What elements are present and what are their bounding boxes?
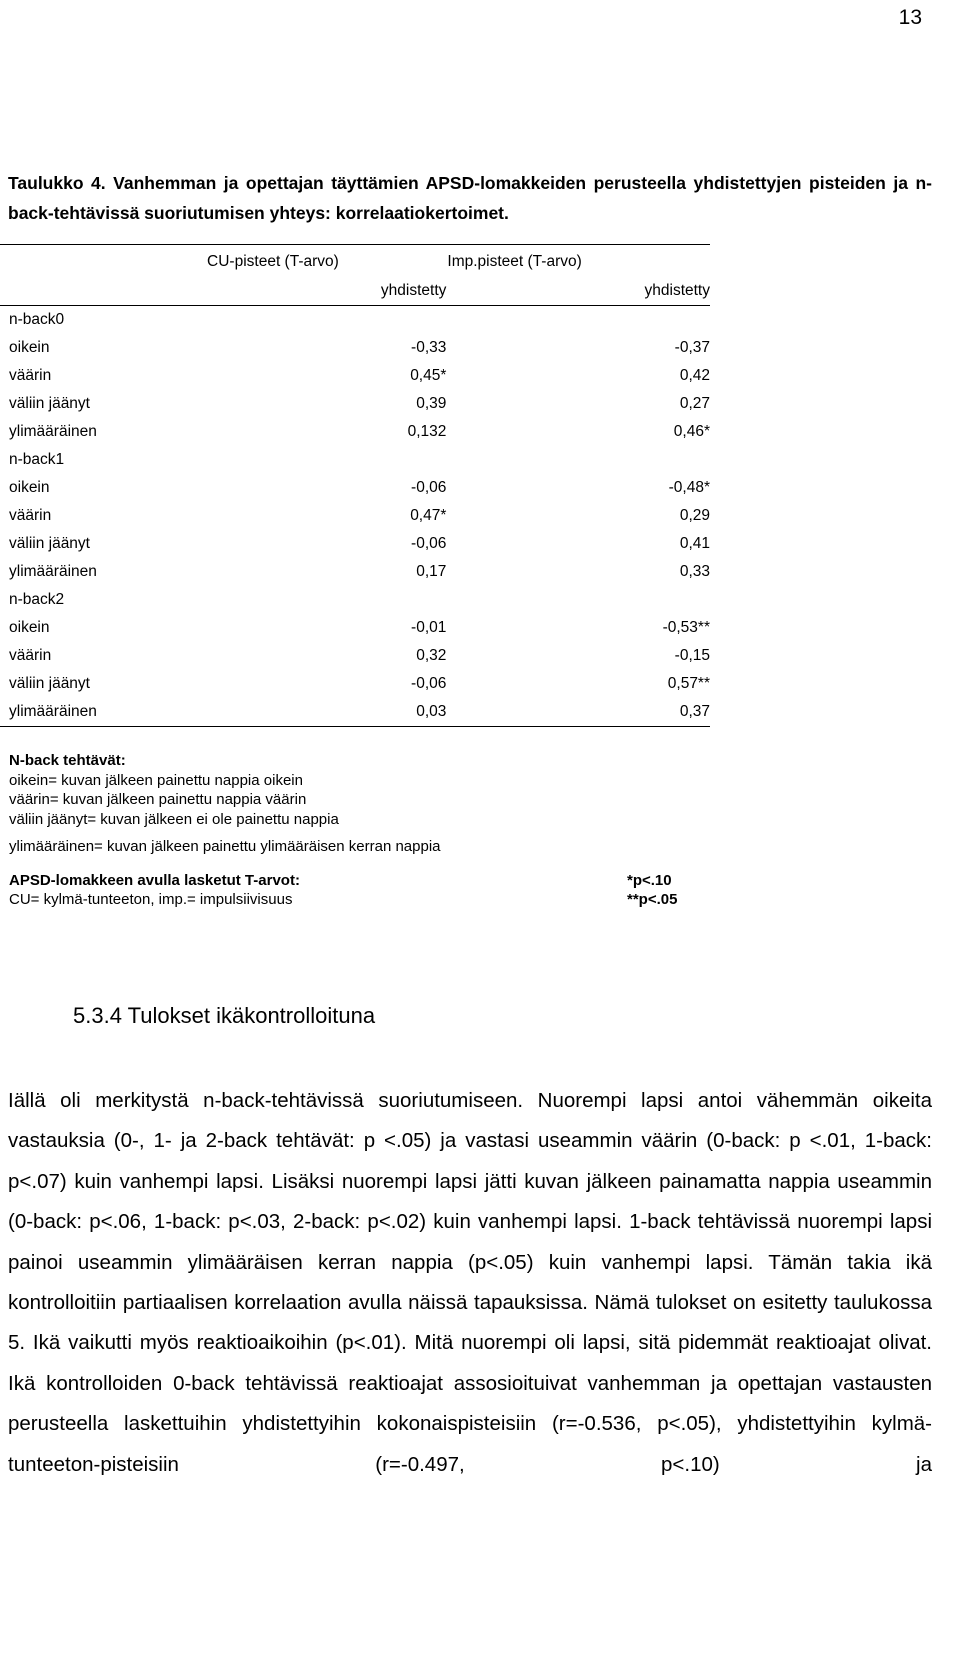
group-row xyxy=(0,446,710,474)
row-label: oikein xyxy=(9,479,50,496)
group-label: n-back2 xyxy=(9,591,65,608)
imp-subheader: yhdistetty xyxy=(447,277,710,306)
table-row xyxy=(0,334,710,362)
cu-subheader: yhdistetty xyxy=(207,277,447,306)
imp-value: 0,33 xyxy=(679,563,710,580)
imp-value: 0,37 xyxy=(447,698,710,727)
row-label: väärin xyxy=(9,367,52,384)
imp-value: 0,42 xyxy=(679,367,710,384)
row-label: väliin jäänyt xyxy=(9,675,90,692)
cu-column-header: CU-pisteet (T-arvo) xyxy=(207,245,447,278)
imp-value: -0,15 xyxy=(674,647,710,664)
correlation-table xyxy=(0,244,710,727)
section-heading: 5.3.4 Tulokset ikäkontrolloituna xyxy=(73,1003,376,1028)
significance-2: **p<.05 xyxy=(627,891,678,908)
table-corner-cell xyxy=(0,245,207,278)
table-row xyxy=(0,642,710,670)
imp-value: 0,27 xyxy=(679,395,710,412)
cu-value: -0,06 xyxy=(411,479,447,496)
note-line: väärin= kuvan jälkeen painettu nappia väärin xyxy=(9,791,307,808)
significance-1: *p<.10 xyxy=(627,871,672,889)
row-label: väärin xyxy=(9,507,52,524)
cu-value: -0,01 xyxy=(411,619,447,636)
table-row xyxy=(0,614,710,642)
group-row xyxy=(0,586,710,614)
cu-value: -0,33 xyxy=(411,339,447,356)
table-row xyxy=(0,418,710,446)
apsd-title: APSD-lomakkeen avulla lasketut T-arvot: xyxy=(9,871,300,889)
notes-title: N-back tehtävät: xyxy=(9,752,126,769)
note-line: ylimääräinen= kuvan jälkeen painettu ylimääräisen kerran nappia xyxy=(9,838,441,855)
imp-value: -0,48* xyxy=(668,479,710,496)
row-label: ylimääräinen xyxy=(9,423,97,440)
cu-value: 0,39 xyxy=(416,395,447,412)
row-label: oikein xyxy=(9,619,50,636)
cu-value: 0,32 xyxy=(416,647,447,664)
apsd-def-line xyxy=(9,890,699,910)
table-row xyxy=(0,670,710,698)
row-label: väliin jäänyt xyxy=(9,535,90,552)
cu-value: -0,06 xyxy=(411,675,447,692)
cu-value: 0,03 xyxy=(207,698,447,727)
imp-value: 0,46* xyxy=(673,423,710,440)
table-row xyxy=(0,558,710,586)
imp-value: 0,57** xyxy=(667,675,710,692)
note-line: väliin jäänyt= kuvan jälkeen ei ole painettu nappia xyxy=(9,810,339,828)
table-caption: Taulukko 4. Vanhemman ja opettajan täyttämien APSD-lomakkeiden perusteella yhdistettyjen pisteiden ja n-back-tehtävissä suoriutumisen yhteys: korrelaatiokertoimet. xyxy=(8,173,932,223)
row-label: ylimääräinen xyxy=(9,563,97,580)
cu-value: -0,06 xyxy=(411,535,447,552)
table-header-row xyxy=(0,245,710,278)
cu-value: 0,17 xyxy=(416,563,447,580)
row-label: ylimääräinen xyxy=(0,698,207,727)
table-row xyxy=(0,502,710,530)
table-row xyxy=(0,698,710,727)
imp-value: -0,37 xyxy=(674,339,710,356)
table-subheader-blank xyxy=(0,277,207,306)
imp-value: 0,41 xyxy=(679,535,710,552)
row-label: väärin xyxy=(9,647,52,664)
note-line: oikein= kuvan jälkeen painettu nappia oikein xyxy=(9,771,303,789)
cu-value: 0,132 xyxy=(407,423,447,440)
page-number: 13 xyxy=(898,6,922,29)
group-label: n-back0 xyxy=(9,311,65,328)
apsd-line xyxy=(9,871,699,891)
row-label: väliin jäänyt xyxy=(9,395,90,412)
apsd-definition: CU= kylmä-tunteeton, imp.= impulsiivisuus xyxy=(9,891,293,908)
imp-value: -0,53** xyxy=(662,619,710,636)
group-row xyxy=(0,306,710,335)
imp-value: 0,29 xyxy=(679,507,710,524)
cu-value: 0,45* xyxy=(410,367,447,384)
table-subheader-row xyxy=(0,277,710,306)
cu-value: 0,47* xyxy=(410,507,447,524)
table-row xyxy=(0,530,710,558)
table-row xyxy=(0,362,710,390)
table-notes xyxy=(9,751,709,910)
table-row xyxy=(0,474,710,502)
group-label: n-back1 xyxy=(9,451,65,468)
table-row xyxy=(0,390,710,418)
body-paragraph: Iällä oli merkitystä n-back-tehtävissä suoriutumiseen. Nuorempi lapsi antoi vähemmän oikeita vastauksia (0-, 1- ja 2-back tehtävät: p <.05) ja vastasi useammin väärin (0-back: p <.01, 1-back: p<.07) kuin vanhempi lapsi. Lisäksi nuorempi lapsi jätti kuvan jälkeen painamatta nappia useammin (0-back: p<.06, 1-back: p<.03, 2-back: p<.02) kuin vanhempi lapsi. 1-back tehtävissä nuorempi lapsi painoi useammin ylimääräisen kerran nappia (p<.05) kuin vanhempi lapsi. Tämän takia ikä kontrolloitiin partiaalisen korrelaation avulla näissä tapauksissa. Nämä tulokset on esitetty taulukossa 5. Ikä vaikutti myös reaktioaikoihin (p<.01). Mitä nuorempi oli lapsi, sitä pidemmät reaktioajat olivat. Ikä kontrolloiden 0-back tehtävissä reaktioajat assosioituivat vanhemman ja opettajan vastausten perusteella laskettuihin yhdistettyihin kokonaispisteisiin (r=-0.536, p<.05), yhdistettyihin kylmä-tunteeton-pisteisiin (r=-0.497, p<.10) ja xyxy=(8,1089,932,1476)
imp-column-header: Imp.pisteet (T-arvo) xyxy=(447,245,710,278)
row-label: oikein xyxy=(9,339,50,356)
